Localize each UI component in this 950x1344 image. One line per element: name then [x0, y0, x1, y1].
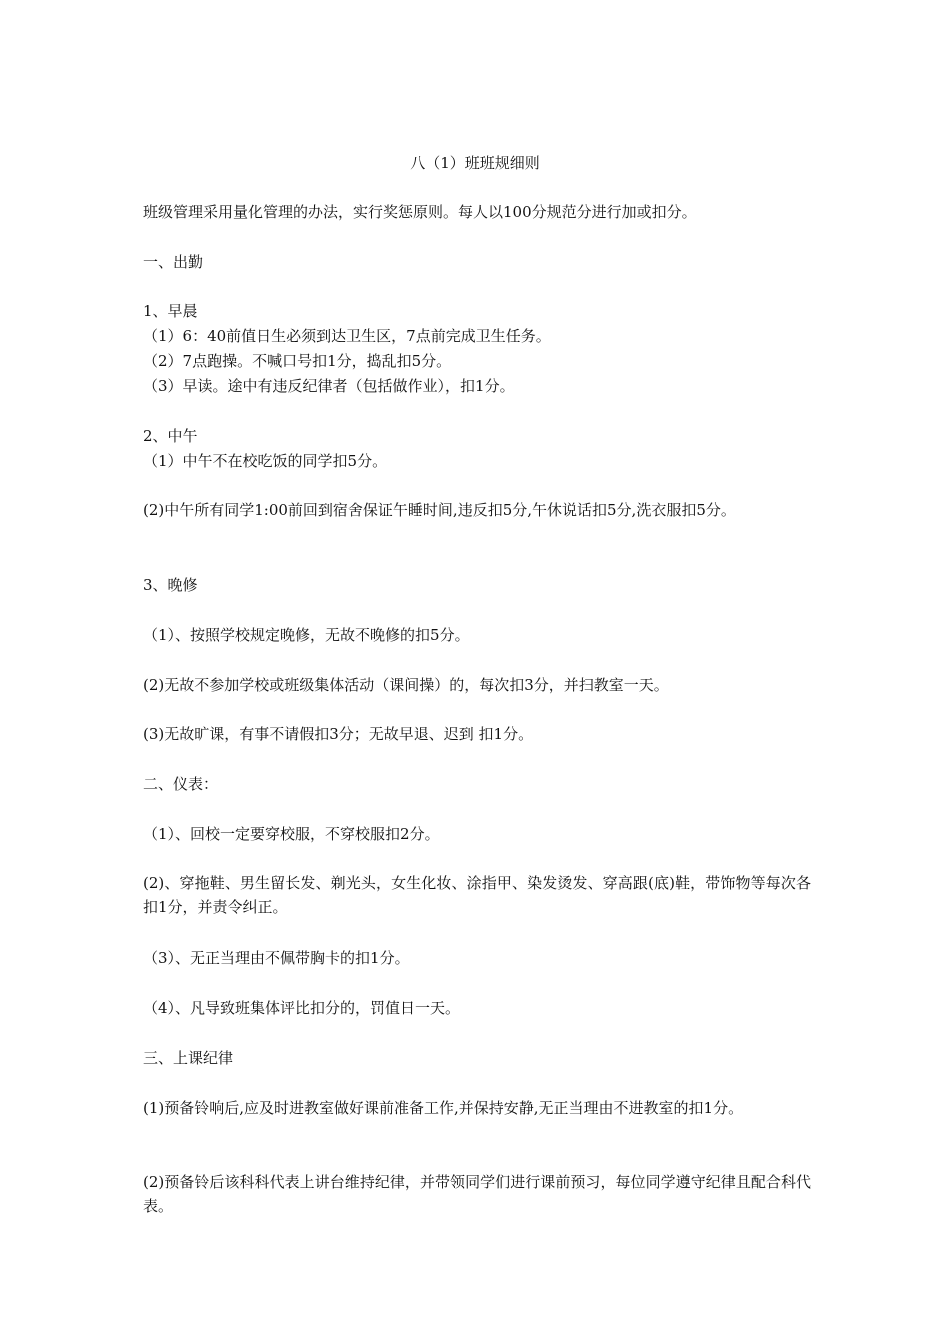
- rule-item: (2)中午所有同学1:00前回到宿舍保证午睡时间,违反扣5分,午休说话扣5分,洗衣服扣5分。: [143, 501, 736, 519]
- section-heading-class-discipline: 三、上课纪律: [143, 1049, 234, 1067]
- rule-item: （1）6：40前值日生必须到达卫生区，7点前完成卫生任务。: [143, 327, 551, 345]
- rule-item: （1）、按照学校规定晚修，无故不晚修的扣5分。: [143, 626, 470, 644]
- subsection-heading-noon: 2、中午: [143, 427, 198, 445]
- rule-item: （2）7点跑操。不喊口号扣1分，捣乱扣5分。: [143, 352, 452, 370]
- rule-item: (1)预备铃响后,应及时进教室做好课前准备工作,并保持安静,无正当理由不进教室的扣1分。: [143, 1099, 744, 1117]
- document-title: 八（1）班班规细则: [410, 154, 540, 172]
- rule-item: （3）、无正当理由不佩带胸卡的扣1分。: [143, 949, 410, 967]
- section-heading-attendance: 一、出勤: [143, 253, 204, 271]
- rule-item: （1）中午不在校吃饭的同学扣5分。: [143, 452, 388, 470]
- rule-item: （1）、回校一定要穿校服，不穿校服扣2分。: [143, 825, 440, 843]
- subsection-heading-morning: 1、早晨: [143, 302, 198, 320]
- rule-item: (2)预备铃后该科科代表上讲台维持纪律，并带领同学们进行课前预习，每位同学遵守纪律且配合科代表。: [143, 1173, 811, 1215]
- rule-item: (2)、穿拖鞋、男生留长发、剃光头，女生化妆、涂指甲、染发烫发、穿高跟(底)鞋，带饰物等每次各扣1分，并责令纠正。: [143, 874, 811, 916]
- rule-item: （4）、凡导致班集体评比扣分的，罚值日一天。: [143, 999, 461, 1017]
- rule-item: （3）早读。途中有违反纪律者（包括做作业），扣1分。: [143, 377, 515, 395]
- rule-item: (2)无故不参加学校或班级集体活动（课间操）的，每次扣3分，并扫教室一天。: [143, 676, 669, 694]
- section-heading-appearance: 二、仪表：: [143, 775, 219, 793]
- intro-paragraph: 班级管理采用量化管理的办法，实行奖惩原则。每人以100分规范分进行加或扣分。: [143, 203, 697, 221]
- subsection-heading-evening: 3、晚修: [143, 576, 198, 594]
- rule-item: (3)无故旷课，有事不请假扣3分；无故早退、迟到 扣1分。: [143, 725, 534, 743]
